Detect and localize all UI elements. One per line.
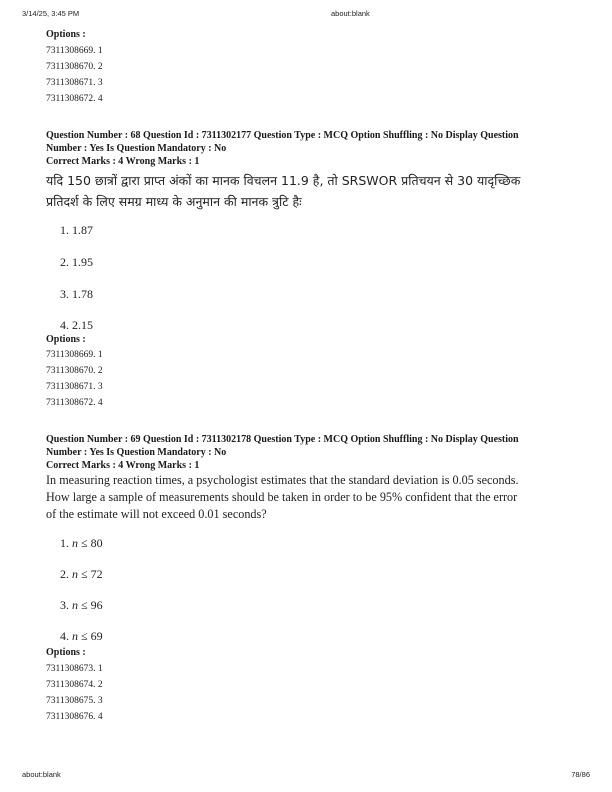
q69-choice-1 (60, 536, 103, 551)
choice-variable: n (72, 629, 78, 643)
choice-relation: ≤ 80 (81, 536, 103, 550)
q69-option-line: 7311308676. 4 (46, 712, 103, 722)
choice-relation: ≤ 72 (81, 567, 103, 581)
q69-meta (46, 433, 576, 472)
option-line: 7311308671. 3 (46, 78, 103, 88)
q68-choice-4: 4. 2.15 (60, 318, 93, 332)
print-datetime: 3/14/25, 3:45 PM (22, 9, 80, 18)
q68-text-line2: प्रतिदर्श के लिए समग्र माध्य के अनुमान की मानक त्रुटि हैः (46, 194, 302, 209)
option-line: 7311308670. 2 (46, 62, 103, 72)
q68-meta (46, 129, 576, 168)
choice-variable: n (72, 567, 78, 581)
choice-relation: ≤ 96 (81, 598, 103, 612)
q69-choice-3 (60, 598, 103, 613)
choice-number: 2. (60, 567, 69, 581)
q69-question-text (46, 472, 581, 523)
q68-choice-3: 3. 1.78 (60, 287, 93, 301)
q69-choice-2 (60, 567, 103, 582)
option-line: 7311308669. 1 (46, 46, 103, 56)
choice-variable: n (72, 598, 78, 612)
q68-text-line1: यदि 150 छात्रों द्वारा प्राप्त अंकों का मानक विचलन 11.9 है, तो SRSWOR प्रतिचयन से 30 यादृच्छिक (46, 173, 521, 188)
q69-marks: Correct Marks : 4 Wrong Marks : 1 (46, 460, 200, 471)
q69-option-line: 7311308673. 1 (46, 664, 103, 674)
q69-choice-4 (60, 629, 103, 644)
q69-text-line3: of the estimate will not exceed 0.01 seconds? (46, 507, 267, 521)
page-number: 78/86 (571, 770, 590, 779)
q68-question-text (46, 170, 576, 212)
q68-option-line: 7311308670. 2 (46, 366, 103, 376)
q68-choice-1: 1. 1.87 (60, 223, 93, 237)
q68-marks: Correct Marks : 4 Wrong Marks : 1 (46, 156, 200, 167)
q68-option-line: 7311308672. 4 (46, 398, 103, 408)
options-label: Options : (46, 29, 86, 40)
q69-meta-line1: Question Number : 69 Question Id : 7311302178 Question Type : MCQ Option Shuffling : No Display Question (46, 434, 519, 445)
q68-option-line: 7311308671. 3 (46, 382, 103, 392)
q68-meta-line2: Number : Yes Is Question Mandatory : No (46, 143, 227, 154)
q68-choice-2: 2. 1.95 (60, 255, 93, 269)
option-line: 7311308672. 4 (46, 94, 103, 104)
print-footer-url: about:blank (22, 770, 61, 779)
q69-option-line: 7311308674. 2 (46, 680, 103, 690)
q69-meta-line2: Number : Yes Is Question Mandatory : No (46, 447, 227, 458)
q69-text-line1: In measuring reaction times, a psychologist estimates that the standard deviation is 0.05 seconds. (46, 473, 519, 487)
q68-meta-line1: Question Number : 68 Question Id : 7311302177 Question Type : MCQ Option Shuffling : No Display Question (46, 130, 519, 141)
choice-number: 3. (60, 598, 69, 612)
q69-text-line2: How large a sample of measurements should be taken in order to be 95% confident that the error (46, 490, 518, 504)
q68-options-label: Options : (46, 334, 86, 345)
q69-options-label: Options : (46, 647, 86, 658)
q68-option-line: 7311308669. 1 (46, 350, 103, 360)
choice-number: 1. (60, 536, 69, 550)
print-title: about:blank (331, 9, 370, 18)
choice-variable: n (72, 536, 78, 550)
choice-number: 4. (60, 629, 69, 643)
choice-relation: ≤ 69 (81, 629, 103, 643)
q69-option-line: 7311308675. 3 (46, 696, 103, 706)
